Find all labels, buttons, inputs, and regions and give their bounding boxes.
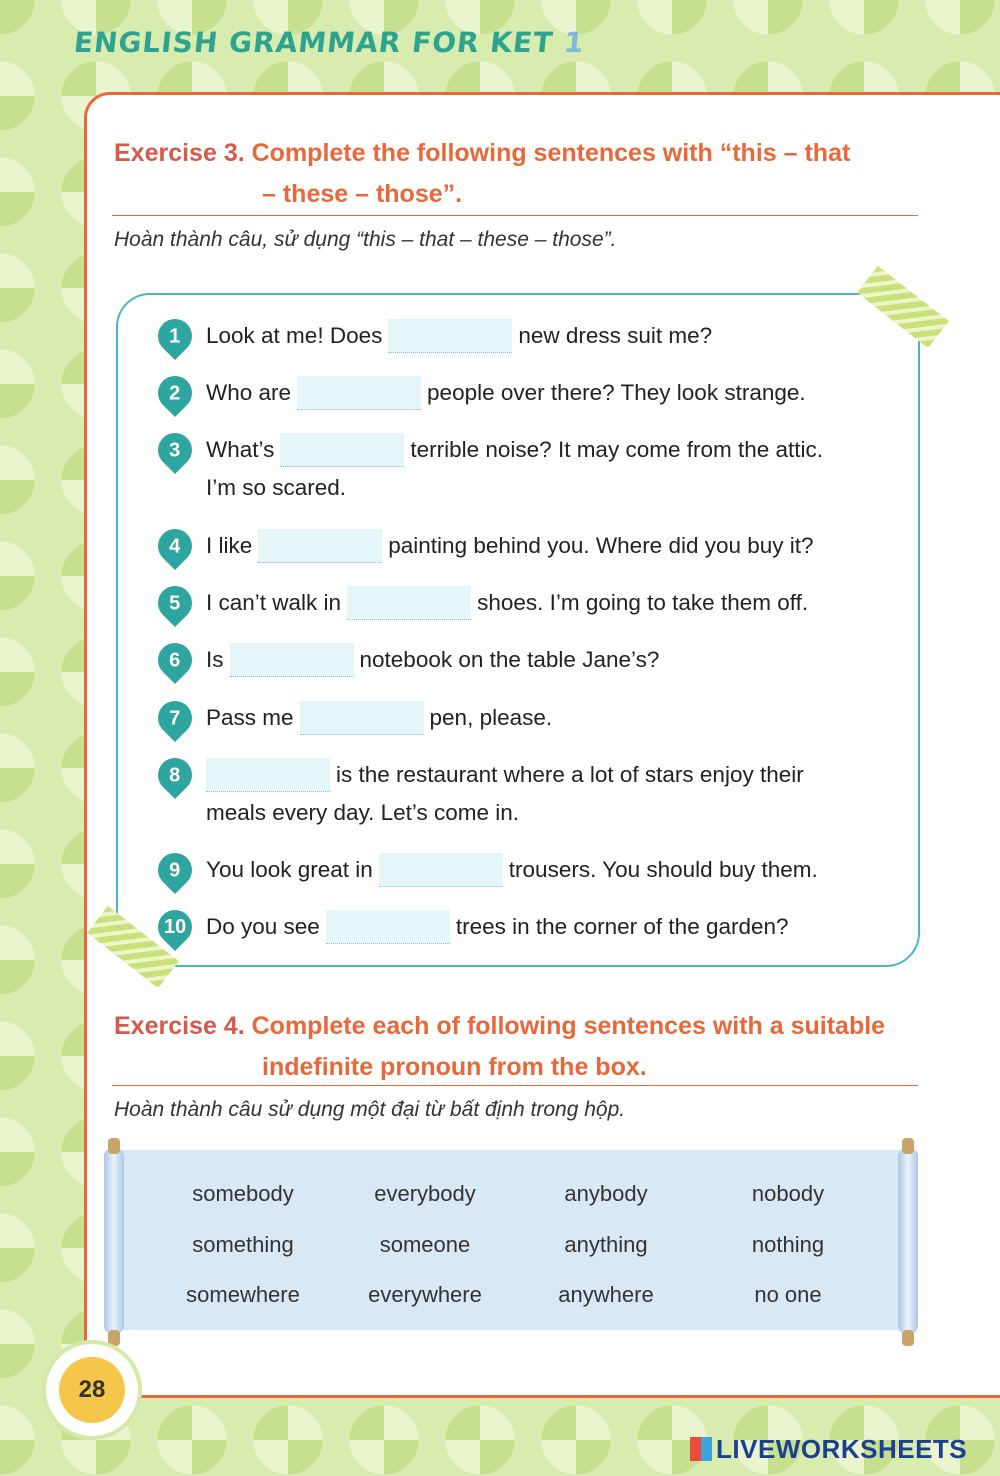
question-text-after: trousers. You should buy them. [508,857,818,882]
word-box-item: nobody [751,1181,825,1206]
word-box-item: something [192,1232,294,1257]
scroll-roller-right [898,1148,918,1334]
question-text-after: notebook on the table Jane’s? [359,647,660,672]
scroll-knob [902,1330,914,1346]
question-number-badge: 5 [151,579,199,627]
word-box-item: nothing [751,1232,825,1257]
question-8 [169,756,896,832]
question-6 [169,641,896,679]
question-10 [163,908,896,946]
question-text-after: shoes. I’m going to take them off. [477,590,809,615]
question-text-before: Look at me! Does [206,323,383,348]
divider [112,215,918,216]
question-7 [169,699,896,737]
answer-blank[interactable] [230,643,354,677]
question-text-before: You look great in [206,857,373,882]
scroll-knob [902,1138,914,1154]
question-text-after: painting behind you. Where did you buy it? [388,533,814,558]
question-text-before: I like [206,533,253,558]
exercise-4-label: Exercise 4. [114,1012,245,1040]
page-number-badge [42,1340,142,1440]
answer-blank[interactable] [379,853,503,887]
question-text-before: I can’t walk in [206,590,342,615]
question-number-badge: 3 [151,426,199,474]
exercise-4-instruction: Hoàn thành câu sử dụng một đại từ bất định trong hộp. [114,1098,626,1121]
answer-blank[interactable] [258,529,382,563]
word-box-item: anything [564,1232,648,1257]
question-9 [169,851,896,889]
word-box-item: everybody [374,1181,476,1206]
answer-blank[interactable] [300,701,424,735]
exercise-4-title-line2: indefinite pronoun from the box. [262,1053,647,1081]
book-title: ENGLISH GRAMMAR FOR KET 1 [72,26,587,59]
answer-blank[interactable] [388,319,512,353]
question-text-after: is the restaurant where a lot of stars enjoy their [336,762,804,787]
question-number-badge: 9 [151,846,199,894]
question-number-badge: 4 [151,522,199,570]
exercise-3-title-line1: Complete the following sentences with “this – that [251,139,851,167]
question-number-badge: 1 [151,312,199,360]
word-box-item: anybody [564,1181,648,1206]
answer-blank[interactable] [280,433,404,467]
answer-blank[interactable] [326,910,450,944]
exercise-3-instruction: Hoàn thành câu, sử dụng “this – that – these – those”. [114,228,617,251]
word-box-item: someone [379,1232,471,1257]
question-2 [169,374,896,412]
liveworksheets-logo-icon [690,1437,712,1461]
question-1 [169,317,896,355]
question-number-badge: 2 [151,369,199,417]
exercise-3-label: Exercise 3. [114,139,245,167]
question-text-before: Who are [206,380,292,405]
word-box-item: somebody [192,1181,294,1206]
question-5 [169,584,896,622]
question-text-before: What’s [206,437,275,462]
question-text-before: Pass me [206,705,294,730]
exercise-4-title-line1: Complete each of following sentences with a suitable [251,1012,886,1040]
question-3 [169,431,896,507]
scroll-roller-left [104,1148,124,1334]
question-text-after: pen, please. [429,705,553,730]
answer-blank[interactable] [347,586,471,620]
question-text-before: Is [206,647,224,672]
word-box-item: no one [754,1282,822,1307]
question-text-after: people over there? They look strange. [427,380,806,405]
word-box-item: everywhere [368,1282,482,1307]
exercise-3-title [114,133,924,215]
question-number-badge: 10 [151,903,199,951]
question-text-after: terrible noise? It may come from the attic. [410,437,824,462]
question-number-badge: 7 [151,694,199,742]
answer-blank[interactable] [297,376,421,410]
question-text-continued: meals every day. Let’s come in. [206,800,520,825]
scroll-knob [108,1138,120,1154]
answer-blank[interactable] [206,758,330,792]
question-text-after: trees in the corner of the garden? [455,914,789,939]
question-text-before: Do you see [206,914,320,939]
page-number: 28 [59,1357,125,1423]
word-box-item: somewhere [186,1282,300,1307]
question-text-after: new dress suit me? [518,323,713,348]
question-number-badge: 6 [151,636,199,684]
question-4 [169,527,896,565]
word-box-item: anywhere [558,1282,654,1307]
exercise-4-title [114,1006,924,1088]
question-text-continued: I’m so scared. [206,475,347,500]
divider [112,1085,918,1086]
watermark: LIVEWORKSHEETS [690,1434,967,1465]
question-number-badge: 8 [151,751,199,799]
exercise-3-title-line2: – these – those”. [262,180,463,208]
